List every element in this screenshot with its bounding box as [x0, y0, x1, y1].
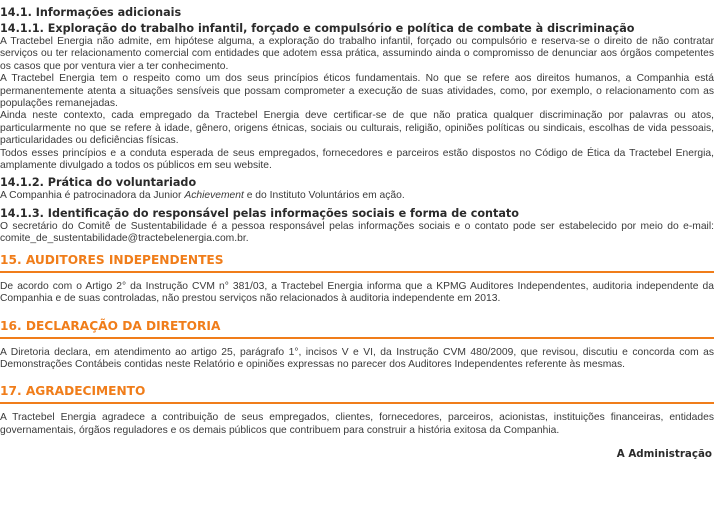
signature: A Administração: [616, 448, 712, 461]
section-17: [0, 383, 714, 437]
subsection-14-1-2-heading: 14.1.2. Prática do voluntariado: [0, 176, 197, 190]
subsection-14-1-3: [0, 207, 714, 246]
subsection-14-1-1-heading: 14.1.1. Exploração do trabalho infantil, forçado e compulsório e política de combate à discriminação: [0, 22, 635, 35]
subsection-14-1-1: [0, 22, 714, 172]
paragraph-non-discrimination: Ainda neste contexto, cada empregado da Tractebel Energia deve certificar-se de que não pratica qualquer discriminação por palavras ou atos, particularmente no que se refere à idade, gênero, origens étnicas, sociais ou culturais, religião, opiniões políticas ou sindicais, escolhas de vida pessoais, particularidades ou deficiências físicas.: [0, 110, 714, 147]
volunteering-text-before: A Companhia é patrocinadora da Junior: [0, 190, 185, 202]
paragraph-volunteering: [0, 190, 714, 202]
section-15: [0, 252, 714, 306]
subsection-14-1-2: [0, 176, 714, 202]
paragraph-child-labor: A Tractebel Energia não admite, em hipótese alguma, a exploração do trabalho infantil, forçado ou compulsório e reserva-se o direito de não contratar serviços ou ter relacionamento comercial com entidades que adotem essa prática, assumindo ainda o compromisso de denunciar aos órgãos competentes os casos que por ventura vier a ter conhecimento.: [0, 36, 714, 72]
section-16-body: A Diretoria declara, em atendimento ao artigo 25, parágrafo 1°, incisos V e VI, da Instrução CVM 480/2009, que revisou, discutiu e concorda com as Demonstrações Contábeis contidas neste Relatório e opiniões expressas no parecer dos Auditores Independentes referente às mesmas.: [0, 346, 714, 370]
section-15-body: De acordo com o Artigo 2° da Instrução CVM n° 381/03, a Tractebel Energia informa que a KPMG Auditores Independentes, auditoria independente da Companhia e de suas controladas, não prestou serviços não relacionados à auditoria independente em 2013.: [0, 280, 714, 305]
section-17-title: 17. AGRADECIMENTO: [0, 383, 714, 404]
section-16: [0, 318, 714, 372]
volunteering-text-italic: Achievement: [184, 190, 244, 202]
paragraph-ethics-code: Todos esses princípios e a conduta esperada de seus empregados, fornecedores e parceiros estão dispostos no Código de Ética da Tractebel Energia, amplamente divulgado a todos os públicos em seu website.: [0, 147, 714, 172]
paragraph-ethics-respect: A Tractebel Energia tem o respeito como um dos seus princípios éticos fundamentais. No que se refere aos direitos humanos, a Companhia está permanentemente atenta a situações sensíveis que possam comprometer a execução de suas atividades, como, por exemplo, o relacionamento com as populações remanejadas.: [0, 73, 714, 110]
volunteering-text-after: e do Instituto Voluntários em ação.: [243, 190, 405, 202]
section-17-body: A Tractebel Energia agradece a contribuição de seus empregados, clientes, fornecedores, parceiros, acionistas, instituições financeiras, entidades governamentais, órgãos reguladores e os demais públicos que contribuem para construir a história exitosa da Companhia.: [0, 412, 714, 436]
section-14-1-heading: 14.1. Informações adicionais: [0, 6, 182, 19]
section-14-1: [0, 6, 714, 246]
section-16-title: 16. DECLARAÇÃO DA DIRETORIA: [0, 318, 714, 339]
subsection-14-1-3-heading: 14.1.3. Identificação do responsável pelas informações sociais e forma de contato: [0, 206, 519, 220]
section-15-title: 15. AUDITORES INDEPENDENTES: [0, 252, 714, 273]
paragraph-contact: O secretário do Comitê de Sustentabilidade é a pessoa responsável pelas informações sociais e o contato pode ser estabelecido por meio do e-mail: comite_de_sustentabilidade@tractebelenergia.com.br.: [0, 220, 714, 245]
